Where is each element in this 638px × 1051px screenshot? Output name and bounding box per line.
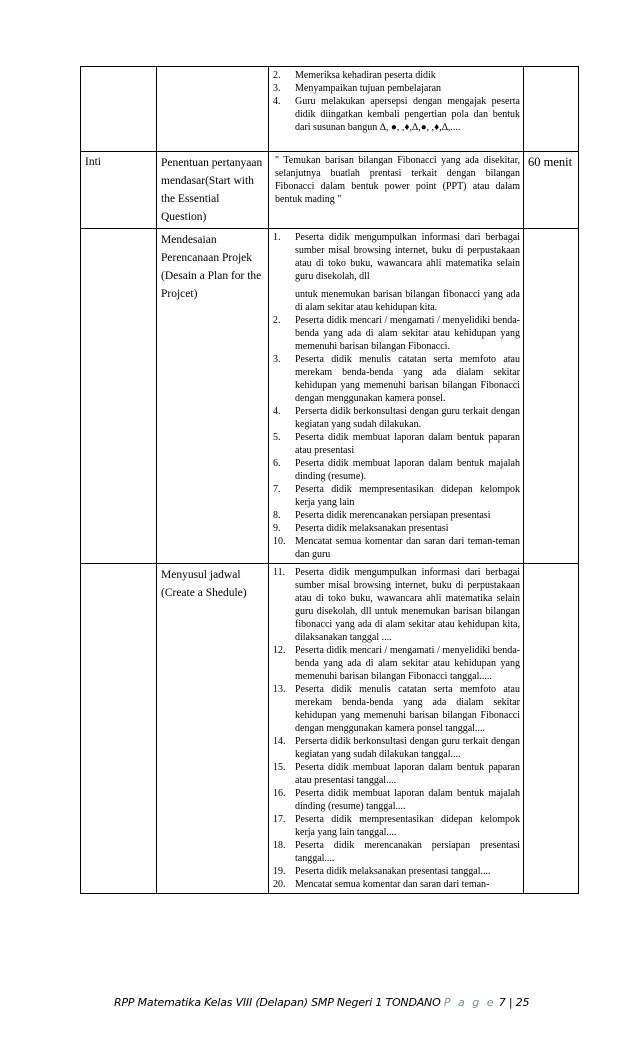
list-item-number: 4. [273, 96, 281, 107]
list-item-text: Mencatat semua komentar dan saran dari teman- [295, 879, 490, 890]
list-item-text: Peserta didik membuat laporan dalam bentuk majalah dinding (resume) tanggal.... [295, 788, 520, 812]
list-item-text: Peserta didik membuat laporan dalam bentuk majalah dinding (resume). [295, 458, 520, 482]
list-item-text: Peserta didik mengumpulkan informasi dari berbagai sumber misal browsing internet, buku di perpustakaan atau di toko buku, wawancara ahli matematika selain guru disekolah, dll untuk menemukan barisan bilangan fibonacci yang ada di alam sekitar atau kehidupan kita, dilaksanakan tanggal .... [295, 567, 520, 643]
list-item-text: Peserta didik mengumpulkan informasi dari berbagai sumber misal browsing internet, buku di perpustakaan atau di toko buku, wawancara ahli matematika selain guru disekolah, dll [295, 232, 520, 282]
list-item-number: 12. [273, 645, 286, 656]
list-item-text: Peserta didik melaksanakan presentasi [295, 523, 449, 534]
list-item [273, 865, 520, 878]
time-allocation: 60 menit [524, 152, 579, 229]
list-item-text: Perserta didik berkonsultasi dengan guru terkait dengan kegiatan yang sudah dilakukan tanggal.... [295, 736, 520, 760]
time-cell [524, 564, 579, 894]
list-item [273, 683, 520, 735]
list-item-text: Peserta didik melaksanakan presentasi tanggal.... [295, 866, 491, 877]
intro-steps [273, 69, 520, 134]
list-item-text: Peserta didik merencanakan persiapan presentasi tanggal.... [295, 840, 520, 864]
list-item [273, 878, 520, 891]
list-item-number: 1. [273, 232, 281, 243]
list-item [273, 761, 520, 787]
time-cell [524, 229, 579, 564]
list-item [273, 735, 520, 761]
list-item-number: 19. [273, 866, 286, 877]
stage-cell [81, 229, 157, 564]
page-label: P a g e [443, 996, 496, 1009]
list-item-number: 2. [273, 70, 281, 81]
list-item [273, 566, 520, 644]
content-cell [269, 229, 524, 564]
activity-schedule: Menyusul jadwal (Create a Shedule) [157, 564, 269, 894]
content-cell [269, 152, 524, 229]
page-footer [114, 996, 529, 1009]
list-item-text: Perserta didik berkonsultasi dengan guru terkait dengan kegiatan yang sudah dilakukan. [295, 406, 520, 430]
table-row [81, 152, 579, 229]
list-item-text: Peserta didik merencanakan persiapan presentasi [295, 510, 491, 521]
list-item-number [273, 288, 295, 314]
list-item-text: Peserta didik menulis catatan serta memfoto atau merekam benda-benda yang ada dialam sekitar kehidupan yang memenuhi barisan bilangan Fibonacci dengan menggunakan kamera ponsel. [295, 354, 520, 404]
list-item [273, 405, 520, 431]
list-item [273, 483, 520, 509]
list-item-text: Peserta didik mencari / mengamati / menyelidiki benda-benda yang ada di alam sekitar atau kehidupan yang memenuhi barisan bilangan Fibonacci. [295, 315, 520, 352]
stage-cell [81, 564, 157, 894]
list-item-text: Menyampaikan tujuan pembelajaran [295, 83, 442, 94]
list-item [273, 69, 520, 82]
essential-question-text: " Temukan barisan bilangan Fibonacci yang ada disekitar, selanjutnya buatlah prentasi terkait dengan bilangan Fibonacci dalam bentuk power point (PPT) atau dalam bentuk mading " [275, 155, 520, 205]
list-item-text: Peserta didik membuat laporan dalam bentuk paparan atau presentasi [295, 432, 520, 456]
lesson-plan-table [80, 66, 579, 894]
list-item [273, 644, 520, 683]
content-cell [269, 67, 524, 152]
list-item-number: 2. [273, 315, 281, 326]
list-item-text: Guru melakukan apersepsi dengan mengajak peserta didik diingatkan kembali pengertian pola dan bentuk dari susunan bangun ∆, ●, ,♦,∆,●, ,♦,∆,.... [295, 96, 520, 133]
list-item-number: 7. [273, 484, 281, 495]
activity-question: Penentuan pertanyaan mendasar(Start with the Essential Question) [157, 152, 269, 229]
list-item-number: 5. [273, 432, 281, 443]
list-item [273, 431, 520, 457]
list-item [273, 457, 520, 483]
list-item [273, 95, 520, 134]
list-item-number: 6. [273, 458, 281, 469]
schedule-steps [273, 566, 520, 891]
list-item-number: 4. [273, 406, 281, 417]
list-item [273, 288, 520, 314]
time-cell [524, 67, 579, 152]
list-item [273, 522, 520, 535]
page-number: 7 | 25 [498, 996, 530, 1009]
design-steps [273, 231, 520, 561]
list-item [273, 787, 520, 813]
list-item-text: Peserta didik membuat laporan dalam bentuk paparan atau presentasi tanggal.... [295, 762, 520, 786]
list-item-number: 17. [273, 814, 286, 825]
list-item-text: Peserta didik mencari / mengamati / menyelidiki benda-benda yang ada di alam sekitar atau kehidupan yang memenuhi barisan bilangan Fibonacci tanggal..... [295, 645, 520, 682]
list-item-text: Memeriksa kehadiran peserta didik [295, 70, 436, 81]
activity-design-plan: Mendesaian Perencanaan Projek (Desain a Plan for the Projcet) [157, 229, 269, 564]
stage-inti: Inti [81, 152, 157, 229]
list-item-number: 3. [273, 354, 281, 365]
footer-title: RPP Matematika Kelas VIII (Delapan) SMP Negeri 1 TONDANO [114, 996, 441, 1009]
list-item-number: 14. [273, 736, 286, 747]
list-item [273, 839, 520, 865]
list-item-number: 16. [273, 788, 286, 799]
list-item [273, 535, 520, 561]
activity-cell [157, 67, 269, 152]
list-item-number: 18. [273, 840, 286, 851]
list-item [273, 813, 520, 839]
list-item-number: 11. [273, 567, 286, 578]
list-item-number: 9. [273, 523, 281, 534]
list-item-number: 8. [273, 510, 281, 521]
list-item-text: Peserta didik mempresentasikan didepan kelompok kerja yang lain [295, 484, 520, 508]
list-item-text: untuk menemukan barisan bilangan fibonacci yang ada di alam sekitar atau kehidupan kita. [295, 289, 520, 313]
list-item-number: 15. [273, 762, 286, 773]
content-cell [269, 564, 524, 894]
table-row [81, 229, 579, 564]
list-item-number: 13. [273, 684, 286, 695]
list-item-text: Peserta didik menulis catatan serta memfoto atau merekam benda-benda yang ada dialam sekitar kehidupan yang memenuhi barisan bilangan Fibonacci dengan menggunakan kamera ponsel tanggal.... [295, 684, 520, 734]
table-row [81, 564, 579, 894]
list-item-number: 10. [273, 536, 286, 547]
list-item [273, 353, 520, 405]
list-item-text: Mencatat semua komentar dan saran dari teman-teman dan guru [295, 536, 520, 560]
list-item [273, 82, 520, 95]
stage-cell [81, 67, 157, 152]
list-item-number: 20. [273, 879, 286, 890]
list-item-text: Peserta didik mempresentasikan didepan kelompok kerja yang lain tanggal.... [295, 814, 520, 838]
list-item-number: 3. [273, 83, 281, 94]
table-row [81, 67, 579, 152]
list-item [273, 231, 520, 283]
list-item [273, 314, 520, 353]
list-item [273, 509, 520, 522]
